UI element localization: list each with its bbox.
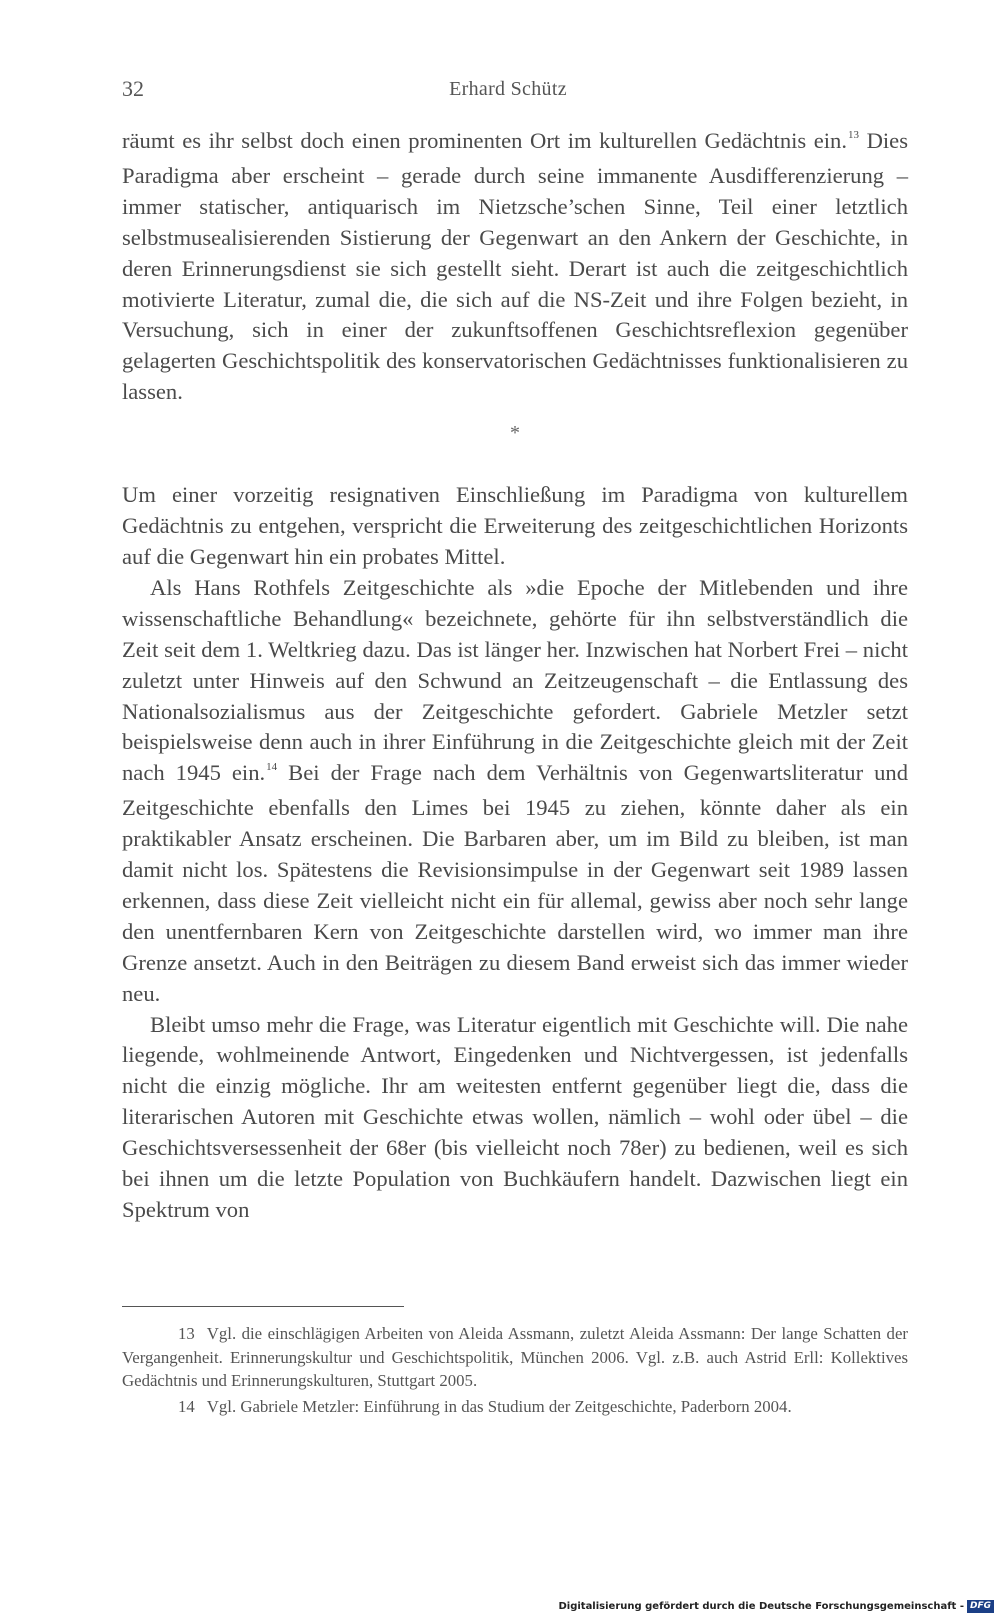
body-text (122, 126, 908, 1226)
paragraph-4: Bleibt umso mehr die Frage, was Literatur eigentlich mit Geschichte will. Die nahe liegende, wohlmeinende Antwort, Eingedenken und Nichtvergessen, ist jedenfalls nicht die einzig mögliche. Ihr am weitesten entfernt gegenüber liegt die, dass die literarischen Autoren mit Geschichte etwas wollen, nämlich – wohl oder übel – die Geschichtsversessenheit der 68er (bis vielleicht noch 78er) zu bedienen, weil es sich bei ihnen um die letzte Population von Buchkäufern handelt. Dazwischen liegt ein Spektrum von (122, 1011, 908, 1222)
paragraph-3-text-b: Bei der Frage nach dem Verhältnis von Gegenwartsliteratur und Zeitgeschichte ebenfalls den Limes bei 1945 zu ziehen, könnte daher als ein praktikabler Ansatz erscheinen. Die Barbaren aber, um im Bild zu bleiben, ist man damit nicht los. Spätestens die Revisionsimpulse in der Gegenwart seit 1989 lassen erkennen, dass diese Zeit vielleicht nicht ein für allemal, gewiss aber noch sehr lange den unentfernbaren Kern von Zeitgeschichte darstellen wird, wo immer man ihre Grenze ansetzt. Auch in den Beiträgen zu diesem Band erweist sich das immer wieder neu. (122, 760, 909, 1006)
funding-notice (558, 1599, 994, 1613)
footnote-divider (122, 1306, 404, 1307)
footnote-number: 14 (178, 1396, 195, 1416)
footnote-ref-14[interactable]: 14 (266, 761, 278, 774)
footnote-13 (122, 1322, 908, 1393)
footnote-number: 13 (178, 1324, 195, 1343)
footnote-ref-13[interactable]: 13 (848, 129, 860, 141)
page-number: 32 (122, 76, 144, 101)
footnotes (122, 1322, 908, 1420)
dfg-logo: DFG (967, 1600, 994, 1613)
running-head: Erhard Schütz (449, 78, 567, 100)
paragraph-1 (122, 126, 908, 408)
paragraph-3-text-a: Als Hans Rothfels Zeitgeschichte als »die Epoche der Mitlebenden und ihre wissenschaftliche Behandlung« bezeichnete, gehörte für ihn selbstverständlich die Zeit seit dem 1. Weltkrieg dazu. Das ist länger her. Inzwischen hat Norbert Frei – nicht zuletzt unter Hinweis auf den Schwund an Zeitzeugenschaft – die Entlassung des Nationalsozialismus aus der Zeitgeschichte gefordert. Gabriele Metzler setzt beispielsweise denn auch in ihrer Einführung in die Zeitgeschichte gleich mit der Zeit nach 1945 ein. (122, 574, 908, 786)
footnote-14 (122, 1395, 908, 1419)
footnote-text: Vgl. die einschlägigen Arbeiten von Aleida Assmann, zuletzt Aleida Assmann: Der lange Schatten der Vergangenheit. Erinnerungskultur und Geschichtspolitik, München 2006. Vgl. z.B. auch Astrid Erll: Kollektives Gedächtnis und Erinnerungskulturen, Stuttgart 2005. (122, 1324, 908, 1391)
section-divider: * (510, 422, 520, 445)
footnote-text: Vgl. Gabriele Metzler: Einführung in das Studium der Zeitgeschichte, Paderborn 2004. (206, 1396, 792, 1416)
paragraph-3 (122, 573, 908, 1010)
paragraph-2: Um einer vorzeitig resignativen Einschließung im Paradigma von kulturellem Gedächtnis zu entgehen, verspricht die Erweiterung des zeitgeschichtlichen Horizonts auf die Gegenwart hin ein probates Mittel. (122, 482, 908, 569)
paragraph-1-text-b: Dies Paradigma aber erscheint – gerade durch seine immanente Ausdifferenzierung – immer statischer, antiquarisch im Nietzsche’schen Sinne, Teil einer letztlich selbstmusealisierenden Sistierung der Gegenwart an den Ankern der Geschichte, in deren Erinnerungsdienst sie sich gestellt sieht. Derart ist auch die zeitgeschichtlich motivierte Literatur, zumal die, die sich auf die NS-Zeit und ihre Folgen bezieht, in Versuchung, sich in einer der zukunftsoffenen Geschichtsreflexion gegenüber gelagerten Geschichtspolitik des konservatorischen Gedächtnisses funktionalisieren zu lassen. (122, 128, 908, 405)
paragraph-1-text-a: räumt es ihr selbst doch einen prominenten Ort im kulturellen Gedächtnis ein. (122, 128, 848, 153)
funding-notice-text: Digitalisierung gefördert durch die Deutsche Forschungsgemeinschaft - (558, 1600, 964, 1612)
